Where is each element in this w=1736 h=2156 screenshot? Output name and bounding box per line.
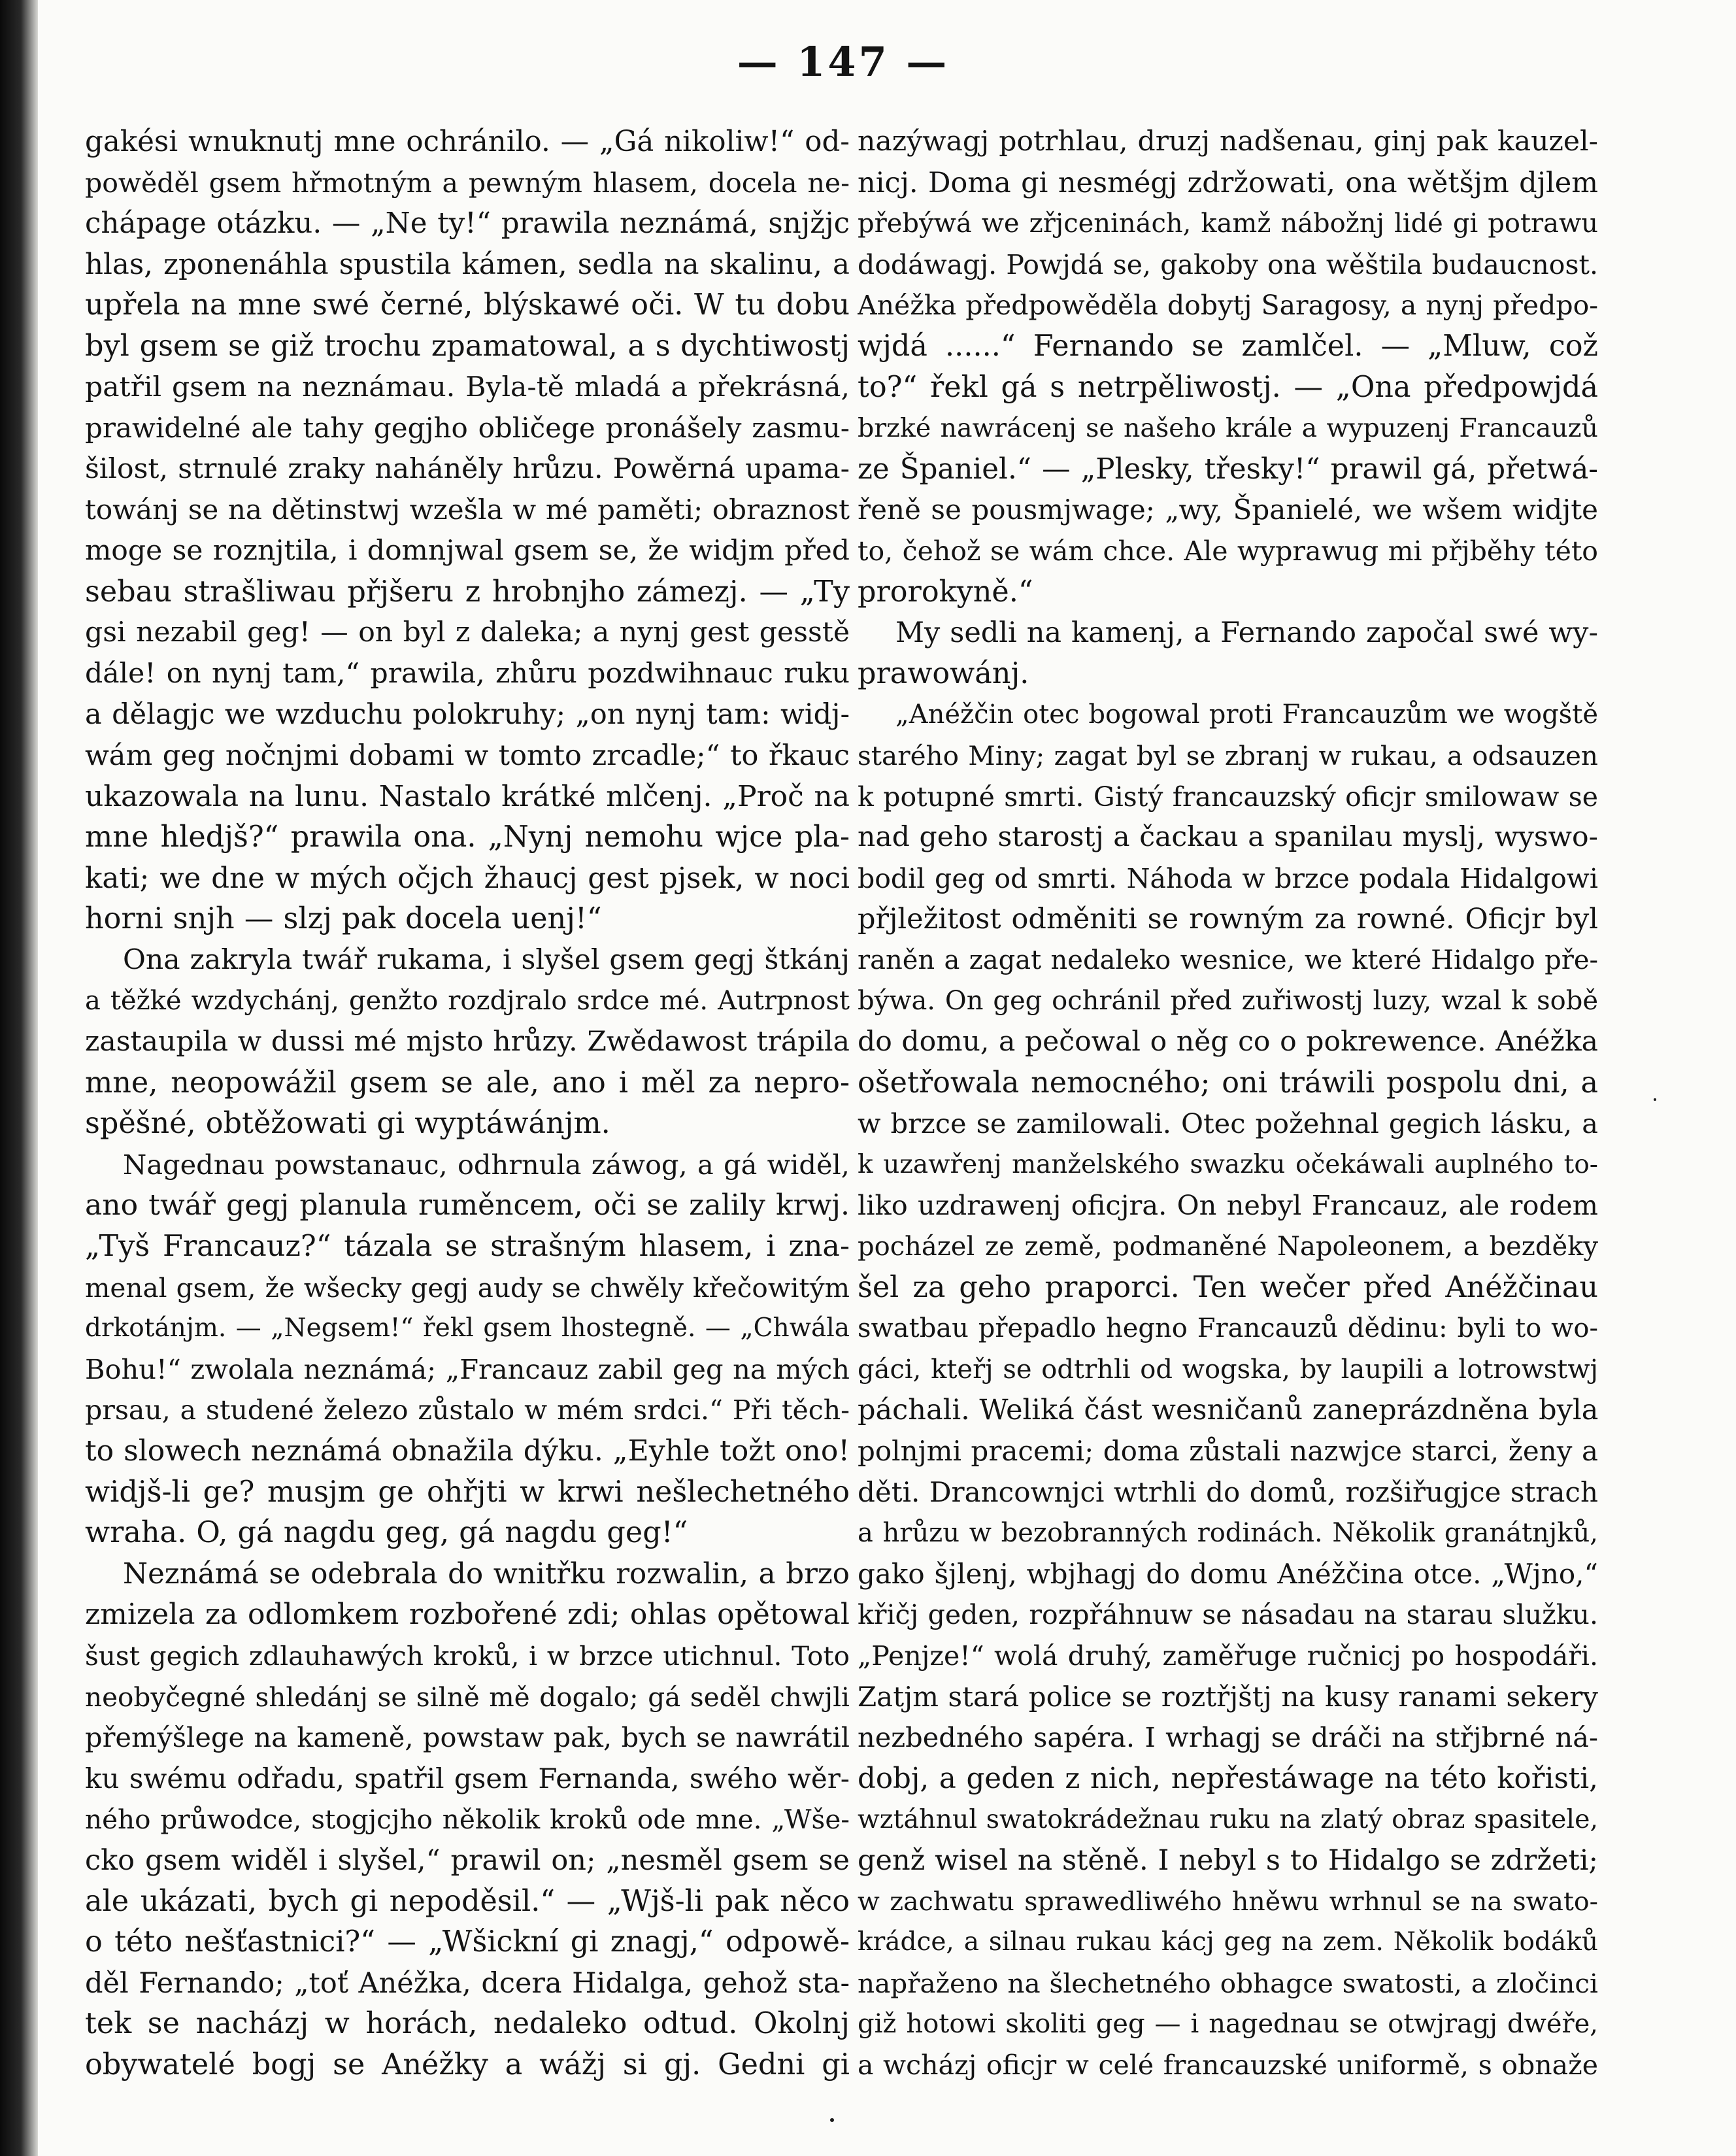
right-text-column xyxy=(858,122,1598,2086)
text-line: a hrůzu w bezobranných rodinách. Několik granátnjků, xyxy=(858,1518,1598,1549)
text-line: Nagednau powstanauc, odhrnula záwog, a gá widěl, xyxy=(123,1148,850,1181)
text-line: My sedli na kamenj, a Fernando započal swé wy- xyxy=(895,616,1598,650)
text-line: patřil gsem na neznámau. Byla-tě mladá a překrásná, xyxy=(85,371,850,403)
text-line: to slowech neznámá obnažila dýku. „Eyhle tožt ono! xyxy=(85,1434,850,1468)
text-line: zmizela za odlomkem rozbořené zdi; ohlas opětowal xyxy=(85,1598,850,1632)
text-line: swatbau přepadlo hegno Francauzů dědinu: byli to wo- xyxy=(858,1313,1598,1344)
text-line: křičj geden, rozpřáhnuw se násadau na starau služku. xyxy=(858,1599,1598,1631)
text-line: o této nešťastnici?“ — „Wšickní gi znagj,“ odpowě- xyxy=(85,1925,850,1959)
text-line: genž wisel na stěně. I nebyl s to Hidalgo se zdržeti; xyxy=(858,1844,1598,1877)
text-line: drkotánjm. — „Negsem!“ řekl gsem lhostegně. — „Chwála xyxy=(85,1313,850,1343)
text-line: nicj. Doma gi nesmégj zdržowati, ona wětšjm djlem xyxy=(858,166,1598,199)
text-line: ze Španiel.“ — „Plesky, třesky!“ prawil gá, přetwá- xyxy=(858,452,1598,486)
text-line: přjležitost odměniti se rowným za rowné. Oficjr byl xyxy=(858,903,1598,936)
text-line: horni snjh — slzj pak docela uenj!“ xyxy=(85,902,602,936)
text-line: prsau, a studené železo zůstalo w mém srdci.“ Při těch- xyxy=(85,1394,850,1426)
text-line: šilost, strnulé zraky naháněly hrůzu. Powěrná upama- xyxy=(85,452,850,485)
text-line: napřaženo na šlechetného obhagce swatosti, a zločinci xyxy=(858,1967,1598,1999)
page-number: — 147 — xyxy=(737,38,950,86)
text-line: řeně se pousmjwage; „wy, Španielé, we wšem widjte xyxy=(858,494,1598,526)
text-line: Neznámá se odebrala do wnitřku rozwalin, a brzo xyxy=(123,1557,850,1591)
text-line: ného průwodce, stogjcjho několik kroků ode mne. „Wše- xyxy=(85,1804,850,1836)
text-line: a těžké wzdychánj, genžto rozdjralo srdce mé. Autrpnost xyxy=(85,986,850,1017)
text-line: ukazowala na lunu. Nastalo krátké mlčenj. „Proč na xyxy=(85,779,850,813)
text-line: krádce, a silnau rukau kácj geg na zem. Několik bodáků xyxy=(858,1927,1598,1957)
text-line: w zachwatu sprawedliwého hněwu wrhnul se na swato- xyxy=(858,1886,1598,1917)
text-line: do domu, a pečowal o něg co o pokrewence. Anéžka xyxy=(858,1026,1598,1058)
text-line: šel za geho praporci. Ten wečer před Anéžčinau xyxy=(858,1270,1598,1304)
text-line: bodil geg od smrti. Náhoda w brzce podala Hidalgowi xyxy=(858,862,1598,894)
text-line: brzké nawrácenj se našeho krále a wypuzenj Francauzů xyxy=(858,413,1598,444)
text-line: spěšné, obtěžowati gi wyptáwánjm. xyxy=(85,1107,610,1141)
text-line: dodáwagj. Powjdá se, gakoby ona wěštila budaucnost. xyxy=(858,248,1598,280)
text-line: wám geg nočnjmi dobami w tomto zrcadle;“ to řkauc xyxy=(85,739,850,772)
text-line: ale ukázati, bych gi nepoděsil.“ — „Wjš-li pak něco xyxy=(85,1884,850,1918)
text-line: přebýwá we zřjceninách, kamž nábožnj lidé gi potrawu xyxy=(858,209,1598,239)
text-line: gáci, kteřj se odtrhli od wogska, by laupili a lotrowstwj xyxy=(858,1354,1598,1385)
text-line: ku swému odřadu, spatřil gsem Fernanda, swého wěr- xyxy=(85,1762,850,1794)
text-line: menal gsem, že wšecky gegj audy se chwěly křečowitým xyxy=(85,1272,850,1304)
text-line: upřela na mne swé černé, blýskawé oči. W tu dobu xyxy=(85,288,850,322)
text-line: hlas, zponenáhla spustila kámen, sedla na skalinu, a xyxy=(85,248,850,281)
text-line: nezbedného sapéra. I wrhagj se dráči na střjbrné ná- xyxy=(858,1721,1598,1754)
text-line: a wcházj oficjr w celé francauzské uniformě, s obnaže xyxy=(858,2049,1598,2081)
text-line: k uzawřenj manželského swazku očekáwali auplného to- xyxy=(858,1149,1598,1179)
text-line: dále! on nynj tam,“ prawila, zhůru pozdwihnauc ruku xyxy=(85,657,850,690)
text-line: moge se roznjtila, i domnjwal gsem se, že widjm před xyxy=(85,534,850,567)
text-line: to, čehož se wám chce. Ale wyprawug mi přjběhy této xyxy=(858,535,1598,567)
text-line: sebau strašliwau přjšeru z hrobnjho zámezj. — „Ty xyxy=(85,575,850,609)
text-line: wraha. O, gá nagdu geg, gá nagdu geg!“ xyxy=(85,1516,688,1550)
text-line: tek se nacházj w horách, nedaleko odtud. Okolnj xyxy=(85,2007,850,2041)
text-line: Zatjm stará police se roztřjštj na kusy ranami sekery xyxy=(858,1680,1598,1713)
text-line: mne hledjš?“ prawila ona. „Nynj nemohu wjce pla- xyxy=(85,820,850,854)
text-line: w brzce se zamilowali. Otec požehnal gegich lásku, a xyxy=(858,1107,1598,1140)
text-line: obywatelé bogj se Anéžky a wážj si gj. Gedni gi xyxy=(85,2047,850,2081)
text-line: Ona zakryla twář rukama, i slyšel gsem gegj štkánj xyxy=(123,943,850,976)
text-line: powěděl gsem hřmotným a pewným hlasem, docela ne- xyxy=(85,167,850,199)
text-line: zastaupila w dussi mé mjsto hrůzy. Zwědawost trápila xyxy=(85,1026,850,1058)
text-line: prorokyně.“ xyxy=(858,575,1033,609)
text-line: přemýšlege na kameně, powstaw pak, bych se nawrátil xyxy=(85,1721,850,1754)
text-line: ano twář gegj planula ruměncem, oči se zalily krwj. xyxy=(85,1188,850,1222)
text-line: gako šjlenj, wbjhagj do domu Anéžčina otce. „Wjno,“ xyxy=(858,1557,1598,1590)
text-line: neobyčegné shledánj se silně mě dogalo; gá seděl chwjli xyxy=(85,1681,850,1713)
text-line: polnjmi pracemi; doma zůstali nazwjce starci, ženy a xyxy=(858,1435,1598,1467)
text-line: gakési wnuknutj mne ochránilo. — „Gá nikoliw!“ od- xyxy=(85,126,850,158)
text-line: „Penjze!“ wolá druhý, zaměřuge ručnicj po hospodáři. xyxy=(858,1640,1598,1672)
page-binding-edge xyxy=(0,0,38,2156)
text-line: páchali. Weliká část wesničanů zaneprázdněna byla xyxy=(858,1394,1598,1427)
text-line: liko uzdrawenj oficjra. On nebyl Francauz, ale rodem xyxy=(858,1189,1598,1222)
text-line: widjš-li ge? musjm ge ohřjti w krwi nešlechetného xyxy=(85,1475,850,1509)
text-line: mne, neopowážil gsem se ale, ano i měl za nepro- xyxy=(85,1066,850,1100)
text-line: starého Miny; zagat byl se zbranj w rukau, a odsauzen xyxy=(858,739,1598,771)
text-line: „Tyš Francauz?“ tázala se strašným hlasem, i zna- xyxy=(85,1230,850,1264)
text-line: nazýwagj potrhlau, druzj nadšenau, ginj pak kauzel- xyxy=(858,126,1598,158)
text-line: prawidelné ale tahy gegjho obličege pronášely zasmu- xyxy=(85,412,850,445)
text-line: pocházel ze země, podmaněné Napoleonem, a bezděky xyxy=(858,1232,1598,1262)
text-line: byl gsem se giž trochu zpamatowal, a s dychtiwostj xyxy=(85,329,850,363)
text-line: cko gsem widěl i slyšel,“ prawil on; „nesměl gsem se xyxy=(85,1844,850,1877)
text-line: ošetřowala nemocného; oni tráwili pospolu dni, a xyxy=(858,1066,1598,1100)
text-line: gsi nezabil geg! — on byl z daleka; a nynj gest gesstě xyxy=(85,616,850,649)
text-line: šust gegich zdlauhawých kroků, i w brzce utichnul. Toto xyxy=(85,1640,850,1672)
text-line: giž hotowi skoliti geg — i nagednau se otwjragj dwéře, xyxy=(858,2009,1598,2040)
text-line: Anéžka předpowěděla dobytj Saragosy, a nynj předpo- xyxy=(858,290,1598,322)
text-line: býwa. On geg ochránil před zuřiwostj luzy, wzal k sobě xyxy=(858,986,1598,1017)
text-line: raněn a zagat nedaleko wesnice, we které Hidalgo pře- xyxy=(858,945,1598,975)
text-line: to?“ řekl gá s netrpěliwostj. — „Ona předpowjdá xyxy=(858,370,1598,404)
text-line: a dělagjc we wzduchu polokruhy; „on nynj tam: widj- xyxy=(85,698,850,732)
text-line: Bohu!“ zwolala neznámá; „Francauz zabil geg na mých xyxy=(85,1353,850,1385)
scan-speck xyxy=(830,2118,834,2122)
text-line: wjdá ......“ Fernando se zamlčel. — „Mluw, což xyxy=(858,329,1598,363)
text-line: chápage otázku. — „Ne ty!“ prawila neznámá, snjžjc xyxy=(85,207,850,241)
text-line: towánj se na dětinstwj wzešla w mé paměti; obraznost xyxy=(85,494,850,526)
text-line: „Anéžčin otec bogowal proti Francauzům we wogště xyxy=(895,699,1598,730)
text-line: děl Fernando; „toť Anéžka, dcera Hidalga, gehož sta- xyxy=(85,1966,850,2000)
left-text-column xyxy=(85,122,850,2086)
text-line: k potupné smrti. Gistý francauzský oficjr smilowaw se xyxy=(858,781,1598,813)
text-line: prawowánj. xyxy=(858,656,1029,690)
scan-speck xyxy=(1654,1098,1656,1101)
text-line: nad geho starostj a čackau a spanilau myslj, wyswo- xyxy=(858,821,1598,854)
text-line: dobj, a geden z nich, nepřestáwage na této kořisti, xyxy=(858,1762,1598,1795)
text-line: kati; we dne w mých očjch žhaucj gest pjsek, w noci xyxy=(85,862,850,895)
text-line: wztáhnul swatokrádežnau ruku na zlatý obraz spasitele, xyxy=(858,1804,1598,1835)
text-line: děti. Drancownjci wtrhli do domů, rozšiřugjce strach xyxy=(858,1475,1598,1508)
